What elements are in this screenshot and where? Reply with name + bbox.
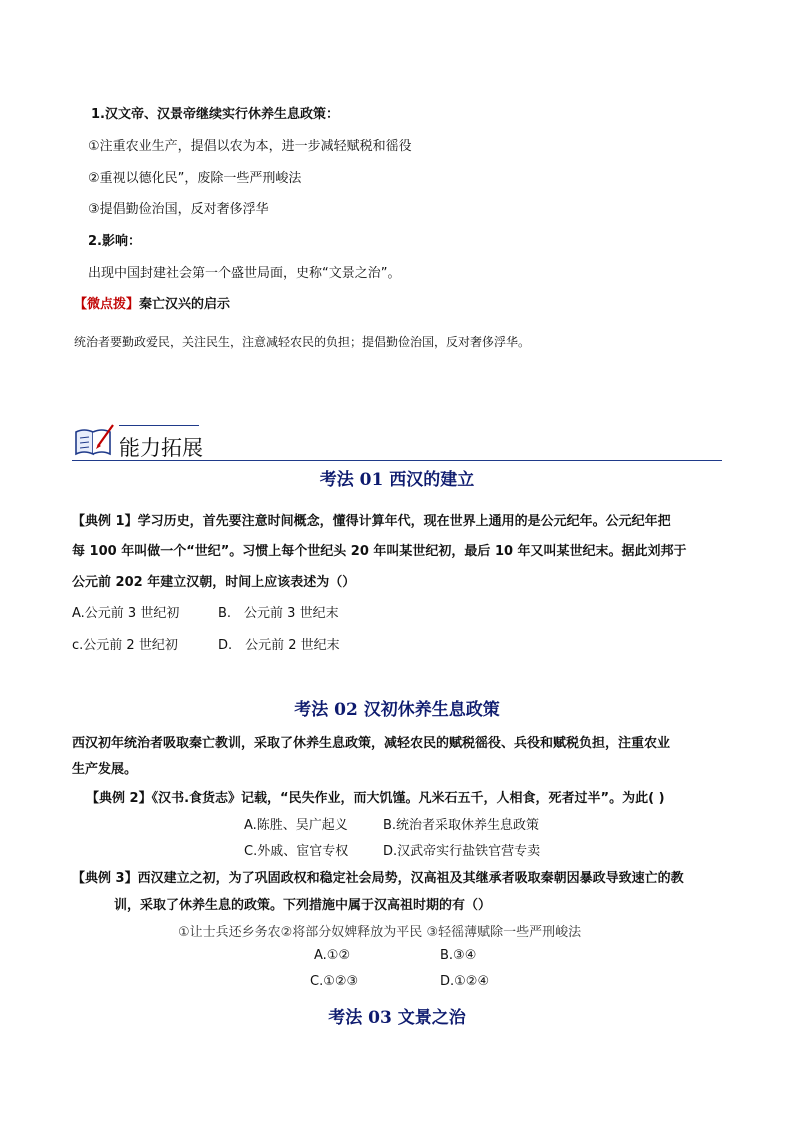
policy-item: ①注重农业生产，提倡以农为本，进一步减轻赋税和徭役 — [88, 139, 412, 154]
example1-option: B. 公元前 3 世纪末 — [218, 606, 339, 621]
method2-intro-line: 生产发展。 — [72, 762, 138, 777]
example1-option: c.公元前 2 世纪初 — [72, 638, 178, 653]
method3-heading: 考法 03 文景之治 — [328, 1008, 466, 1028]
example3-measures: ①让士兵还乡务农②将部分奴婢释放为平民 ③轻徭薄赋除一些严刑峻法 — [178, 925, 582, 940]
influence-text: 出现中国封建社会第一个盛世局面，史称“文景之治”。 — [88, 266, 401, 281]
method2-heading: 考法 02 汉初休养生息政策 — [294, 700, 500, 720]
method1-heading: 考法 01 西汉的建立 — [319, 470, 475, 490]
example1-line: 公元前 202 年建立汉朝，时间上应该表述为（） — [72, 575, 356, 590]
example3-line: 训，采取了休养生息的政策。下列措施中属于汉高祖时期的有（） — [114, 898, 492, 913]
section-divider — [72, 460, 722, 461]
section-title: 能力拓展 — [119, 436, 203, 460]
example3-option: A.①② — [314, 948, 351, 963]
tip-text: 统治者要勤政爱民，关注民生，注意减轻农民的负担；提倡勤俭治国，反对奢侈浮华。 — [74, 335, 531, 349]
example2-option: C.外戚、宦官专权 — [244, 844, 349, 859]
tip-title: 秦亡汉兴的启示 — [139, 297, 231, 312]
method2-intro-line: 西汉初年统治者吸取秦亡教训，采取了休养生息政策，减轻农民的赋税徭役、兵役和赋税负担，注重农业 — [72, 736, 671, 751]
example3-option: C.①②③ — [310, 974, 359, 989]
policy-item: ②重视以德化民”，废除一些严刑峻法 — [88, 171, 302, 186]
example2-option: A.陈胜、吴广起义 — [244, 818, 348, 833]
section-top-line — [119, 425, 199, 426]
policy-heading: 1.汉文帝、汉景帝继续实行休养生息政策： — [91, 107, 339, 122]
tip-tag: 【微点拨】 — [74, 297, 140, 312]
influence-heading: 2.影响： — [88, 234, 141, 249]
example3-option: D.①②④ — [440, 974, 490, 989]
example2-option: B.统治者采取休养生息政策 — [383, 818, 540, 833]
example2-text: 【典例 2】《汉书.食货志》记载，“民失作业，而大饥馑。凡米石五千，人相食，死者过半”。为此( ) — [86, 791, 665, 806]
policy-item: ③提倡勤俭治国，反对奢侈浮华 — [88, 202, 269, 217]
tip-line — [74, 293, 230, 312]
example1-line: 每 100 年叫做一个“世纪”。习惯上每个世纪头 20 年叫某世纪初，最后 10 年又叫某世纪末。据此刘邦于 — [72, 544, 687, 559]
example1-line: 【典例 1】学习历史，首先要注意时间概念，懂得计算年代，现在世界上通用的是公元纪年。公元纪年把 — [72, 514, 671, 529]
example2-option: D.汉武帝实行盐铁官营专卖 — [383, 844, 541, 859]
example3-option: B.③④ — [440, 948, 477, 963]
example3-line: 【典例 3】西汉建立之初，为了巩固政权和稳定社会局势，汉高祖及其继承者吸取秦朝因暴政导致速亡的教 — [72, 871, 684, 886]
example1-option: D. 公元前 2 世纪末 — [218, 638, 340, 653]
example1-option: A.公元前 3 世纪初 — [72, 606, 180, 621]
book-pen-icon — [72, 422, 116, 458]
